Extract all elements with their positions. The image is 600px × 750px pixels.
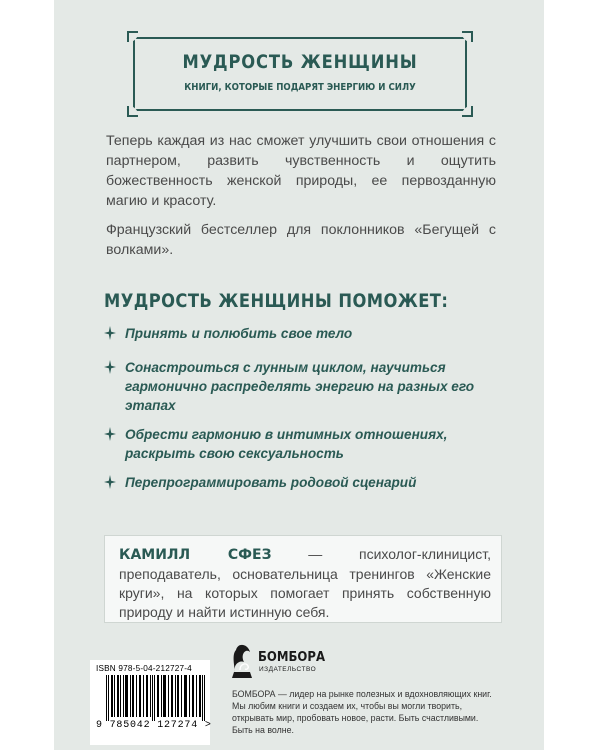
help-heading: МУДРОСТЬ ЖЕНЩИНЫ ПОМОЖЕТ: [104,290,449,312]
description-paragraph-1: Теперь каждая из нас сможет улучшить свои отношения с партнером, развить чувственность и ощутить божественность женской природы, ее первозданную магию и красоту. [106,133,496,209]
help-item-text: Обрести гармонию в интимных отношениях, раскрыть свою сексуальность [125,427,448,461]
sparkle-bullet-icon [104,326,116,340]
description-paragraph-2: Французский бестселлер для поклонников «Бегущей с волками». [106,222,496,258]
author-bio-box [104,535,502,623]
sparkle-bullet-icon [104,427,116,441]
author-name: КАМИЛЛ СФЕЗ [119,547,272,563]
author-bio [119,545,491,622]
help-item-text: Принять и полюбить свое тело [125,326,353,341]
publisher-subtitle: ИЗДАТЕЛЬСТВО [259,666,317,673]
sparkle-bullet-icon [104,360,116,374]
frame-corner-ornament [462,31,473,42]
publisher-name: БОМБОРА [258,650,326,665]
isbn-label: ISBN 978-5-04-212727-4 [96,664,192,673]
bombora-wave-icon [230,642,254,680]
barcode-icon [106,675,206,721]
frame-corner-ornament [127,31,138,42]
sparkle-bullet-icon [104,475,116,489]
publisher-logo [230,640,350,685]
frame-corner-ornament [462,106,473,117]
help-item-text: Перепрограммировать родовой сценарий [125,475,417,490]
author-bio-text: — психолог-клиницист, преподаватель, основательница тренингов «Женские круги», на которых помогает принять собственную природу и найти истинную себя. [119,546,492,620]
series-subtitle: КНИГИ, КОТОРЫЕ ПОДАРЯТ ЭНЕРГИЮ И СИЛУ [184,82,416,93]
barcode-digits: 9 785042 127274 > [96,720,212,731]
help-item-text: Сонастроиться с лунным циклом, научиться гармонично распределять энергию на разных его этапах [125,360,475,413]
frame-corner-ornament [127,106,138,117]
isbn-block [90,660,210,745]
publisher-blurb: БОМБОРА — лидер на рынке полезных и вдохновляющих книг. Мы любим книги и создаем их, чтобы вы могли творить, открывать мир, пробовать новое, расти. Быть счастливыми. Быть на волне. [232,689,492,735]
series-frame [133,37,467,111]
series-title: МУДРОСТЬ ЖЕНЩИНЫ [182,51,418,73]
